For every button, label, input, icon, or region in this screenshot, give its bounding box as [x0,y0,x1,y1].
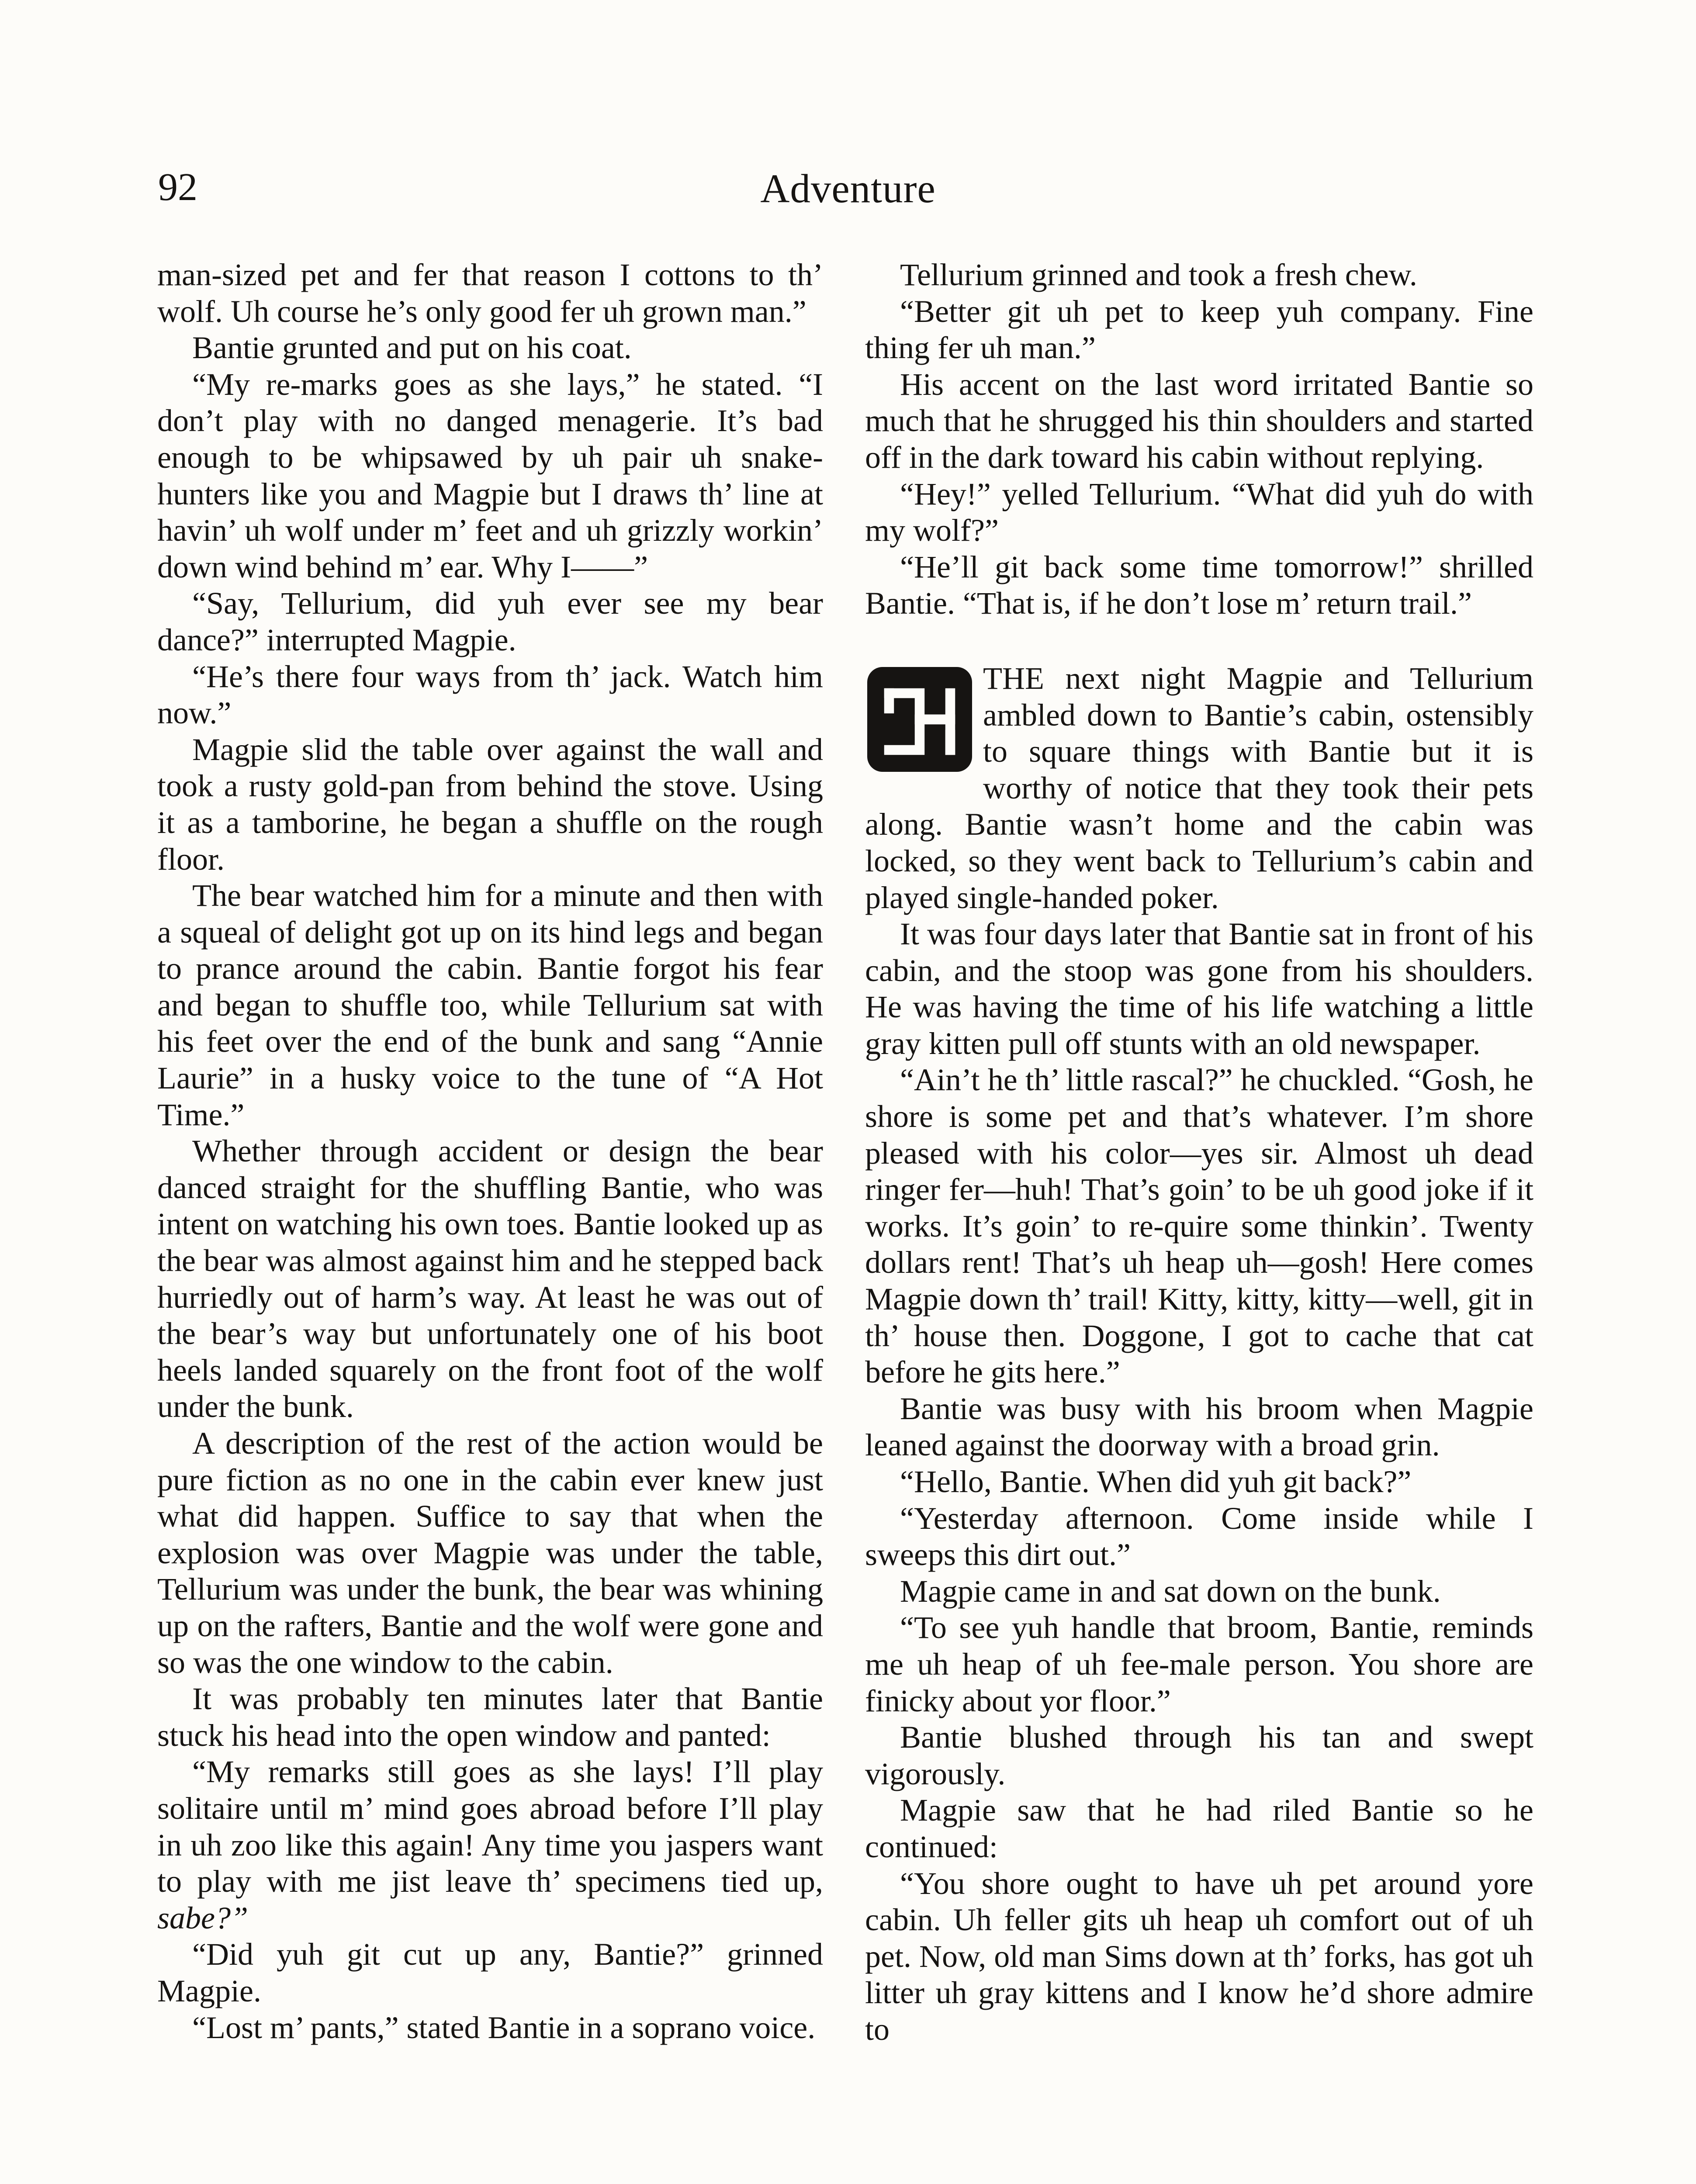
paragraph: It was probably ten minutes later that Bantie stuck his head into the open window and panted: [157,1681,823,1753]
left-column [157,257,823,2046]
paragraph-text: “My remarks still goes as she lays! I’ll play solitaire until m’ mind goes abroad before I’ll play in uh zoo like this again! Any time you jaspers want to play with me jist leave th’ specimens tied up, [157,1754,823,1899]
section-opening-paragraph [865,660,1533,916]
paragraph: man-sized pet and fer that reason I cottons to th’ wolf. Uh course he’s only good fer uh grown man.” [157,257,823,329]
paragraph: “Hello, Bantie. When did yuh git back?” [900,1464,1412,1499]
paragraph: Magpie came in and sat down on the bunk. [900,1573,1441,1609]
italic-word: sabe?” [157,1900,249,1935]
paragraph: Tellurium grinned and took a fresh chew. [900,257,1417,292]
paragraph: The bear watched him for a minute and then with a squeal of delight got up on its hind legs and began to prance around the cabin. Bantie forgot his fear and began to shuffle too, while Tellurium sat with his feet over the end of the bunk and sang “Annie Laurie” in a husky voice to the tune of “A Hot Time.” [157,878,823,1132]
page-number: 92 [158,166,197,209]
paragraph: “My re-marks goes as she lays,” he stated. “I don’t play with no danged menagerie. It’s bad enough to be whipsawed by uh pair uh snake-hunters like you and Magpie but I draws th’ line at havin’ uh wolf under m’ feet and uh grizzly workin’ down wind behind m’ ear. Why I——” [157,366,823,584]
right-column [865,257,1533,2048]
paragraph: “Yesterday afternoon. Come inside while I sweeps this dirt out.” [865,1500,1533,1572]
paragraph: “He’s there four ways from th’ jack. Watch him now.” [157,659,823,731]
paragraph: “Hey!” yelled Tellurium. “What did yuh do with my wolf?” [865,476,1533,548]
paragraph: Magpie slid the table over against the wall and took a rusty gold-pan from behind the stove. Using it as a tamborine, he began a shuffle on the rough floor. [157,732,823,877]
paragraph: “Did yuh git cut up any, Bantie?” grinned Magpie. [157,1937,823,2008]
paragraph: “You shore ought to have uh pet around yore cabin. Uh feller gits uh heap uh comfort out of uh pet. Now, old man Sims down at th’ forks, has got uh litter uh gray kittens and I know he’d shore admire to [865,1866,1533,2047]
paragraph: His accent on the last word irritated Bantie so much that he shrugged his thin shoulders and started off in the dark toward his cabin without replying. [865,366,1533,475]
section-opening-text: THE next night Magpie and Tellurium ambled down to Bantie’s cabin, ostensibly to square things with Bantie but it is worthy of notice that they took their pets along. Bantie wasn’t home and the cabin was locked, so they went back to Tellurium’s cabin and played single-handed poker. [865,660,1533,915]
paragraph: “Better git uh pet to keep yuh company. Fine thing fer uh man.” [865,294,1533,366]
page-title: Adventure [760,166,936,211]
paragraph: “Say, Tellurium, did yuh ever see my bear dance?” interrupted Magpie. [157,586,823,657]
paragraph: Magpie saw that he had riled Bantie so he continued: [865,1793,1533,1864]
paragraph: Bantie blushed through his tan and swept vigorously. [865,1720,1533,1791]
paragraph: “He’ll git back some time tomorrow!” shrilled Bantie. “That is, if he don’t lose m’ return trail.” [865,549,1533,621]
paragraph: Bantie grunted and put on his coat. [192,330,632,366]
paragraph: It was four days later that Bantie sat in front of his cabin, and the stoop was gone from his shoulders. He was having the time of his life watching a little gray kitten pull off stunts with an old newspaper. [865,916,1533,1061]
paragraph: “Ain’t he th’ little rascal?” he chuckled. “Gosh, he shore is some pet and that’s whatever. I’m shore pleased with his color—yes sir. Almost uh dead ringer fer—huh! That’s goin’ to be uh good joke if it works. It’s goin’ to re-quire some thinkin’. Twenty dollars rent! That’s uh heap uh—gosh! Here comes Magpie down th’ trail! Kitty, kitty, kitty—well, git in th’ house then. Doggone, I got to cache that cat before he gits here.” [865,1062,1533,1390]
paragraph: Bantie was busy with his broom when Magpie leaned against the doorway with a broad grin. [865,1391,1533,1463]
paragraph: Whether through accident or design the bear danced straight for the shuffling Bantie, who was intent on watching his own toes. Bantie looked up as the bear was almost against him and he stepped back hurriedly out of harm’s way. At least he was out of the bear’s way but unfortunately one of his boot heels landed squarely on the front foot of the wolf under the bunk. [157,1133,823,1424]
section-break-ornament-icon [865,665,974,774]
paragraph: “Lost m’ pants,” stated Bantie in a soprano voice. [192,2010,816,2045]
paragraph: A description of the rest of the action would be pure fiction as no one in the cabin ever knew just what did happen. Suffice to say that when the explosion was over Magpie was under the table, Tellurium was under the bunk, the bear was whining up on the rafters, Bantie and the wolf were gone and so was the one window to the cabin. [157,1426,823,1680]
paragraph: “To see yuh handle that broom, Bantie, reminds me uh heap of uh fee-male person. You shore are finicky about yor floor.” [865,1610,1533,1718]
paragraph [157,1754,823,1936]
